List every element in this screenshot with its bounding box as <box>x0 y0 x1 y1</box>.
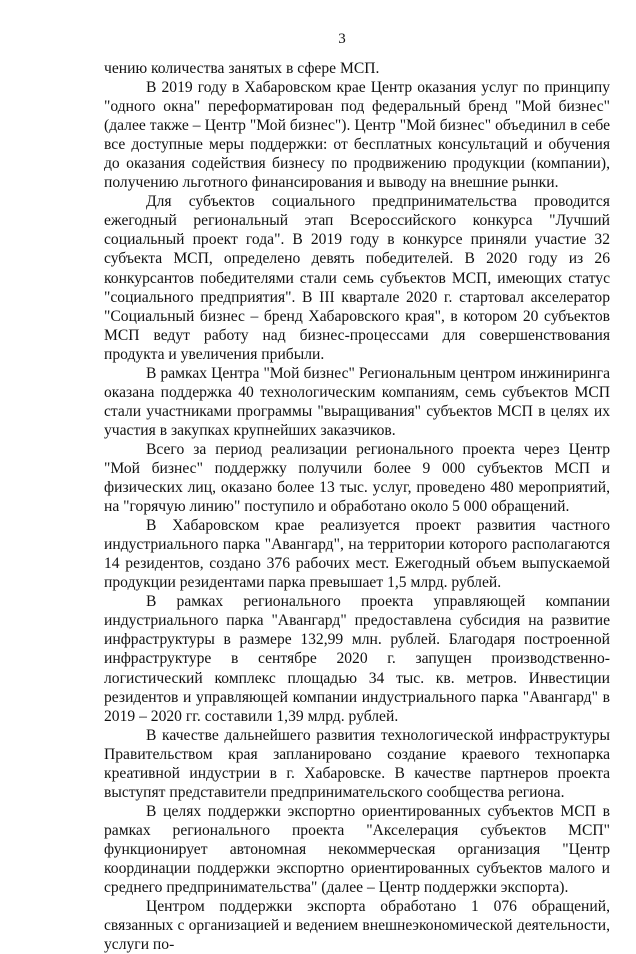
paragraph-support-totals: Всего за период реализации регионального проекта через Центр "Мой бизнес" поддержку получили более 9 000 субъектов МСП и физических лиц, оказано более 13 тыс. услуг, проведено 480 мероприятий, на "горячую линию" поступило и обработано около 5 000 обращений. <box>104 440 610 516</box>
paragraph-export-requests: Центром поддержки экспорта обработано 1 076 обращений, связанных с организацией и ведением внешнеэкономической деятельности, услуги по- <box>104 898 610 954</box>
paragraph-technopark: В качестве дальнейшего развития технологической инфраструктуры Правительством края запланировано создание краевого технопарка креативной индустрии в г. Хабаровске. В качестве партнеров проекта выступят представители предпринимательского сообщества региона. <box>104 726 610 801</box>
paragraph-park-subsidy: В рамках регионального проекта управляющей компании индустриального парка "Авангард" предоставлена субсидия на развитие инфраструктуры в размере 132,99 млн. рублей. Благодаря построенной инфраструктуре в сентябре 2020 г. запущен производственно-логистический комплекс площадью 34 тыс. кв. метров. Инвестиции резидентов и управляющей компании индустриального парка "Авангард" в 2019 – 2020 гг. составили 1,39 млрд. рублей. <box>104 593 610 725</box>
paragraph-continuation: чению количества занятых в сфере МСП. <box>104 60 380 77</box>
paragraph-industrial-park: В Хабаровском крае реализуется проект развития частного индустриального парка "Авангард", на территории которого располагаются 14 резидентов, создано 376 рабочих мест. Ежегодный объем выпускаемой продукции резидентами парка превышает 1,5 млрд. рублей. <box>104 517 610 592</box>
paragraph-engineering-center: В рамках Центра "Мой бизнес" Региональным центром инжиниринга оказана поддержка 40 технологическим компаниям, семь субъектов МСП стали участниками программы "выращивания" субъектов МСП в целях их участия в закупках крупнейших заказчиков. <box>104 364 610 439</box>
paragraph-moy-biznes-center: В 2019 году в Хабаровском крае Центр оказания услуг по принципу "одного окна" переформатирован под федеральный бренд "Мой бизнес" (далее также – Центр "Мой бизнес"). Центр "Мой бизнес" объединил в себе все доступные меры поддержки: от бесплатных консультаций и обучения до оказания содействия бизнесу по продвижению продукции (компании), получению льготного финансирования и выводу на внешние рынки. <box>104 79 610 192</box>
page-number: 3 <box>338 31 346 47</box>
paragraph-social-entrepreneurship: Для субъектов социального предпринимательства проводится ежегодный региональный этап Всероссийского конкурса "Лучший социальный проект года". В 2019 году в конкурсе приняли участие 32 субъекта МСП, определено девять победителей. В 2020 году из 26 конкурсантов победителями стали семь субъектов МСП, имеющих статус "социального предприятия". В III квартале 2020 г. стартовал акселератор "Социальный бизнес – бренд Хабаровского края", в котором 20 субъектов МСП ведут работу над бизнес-процессами для совершенствования продукта и увеличения прибыли. <box>104 193 610 363</box>
paragraph-export-support: В целях поддержки экспортно ориентированных субъектов МСП в рамках регионального проекта "Акселерация субъектов МСП" функционирует автономная некоммерческая организация "Центр координации поддержки экспортно ориентированных субъектов малого и среднего предпринимательства" (далее – Центр поддержки экспорта). <box>104 802 610 897</box>
